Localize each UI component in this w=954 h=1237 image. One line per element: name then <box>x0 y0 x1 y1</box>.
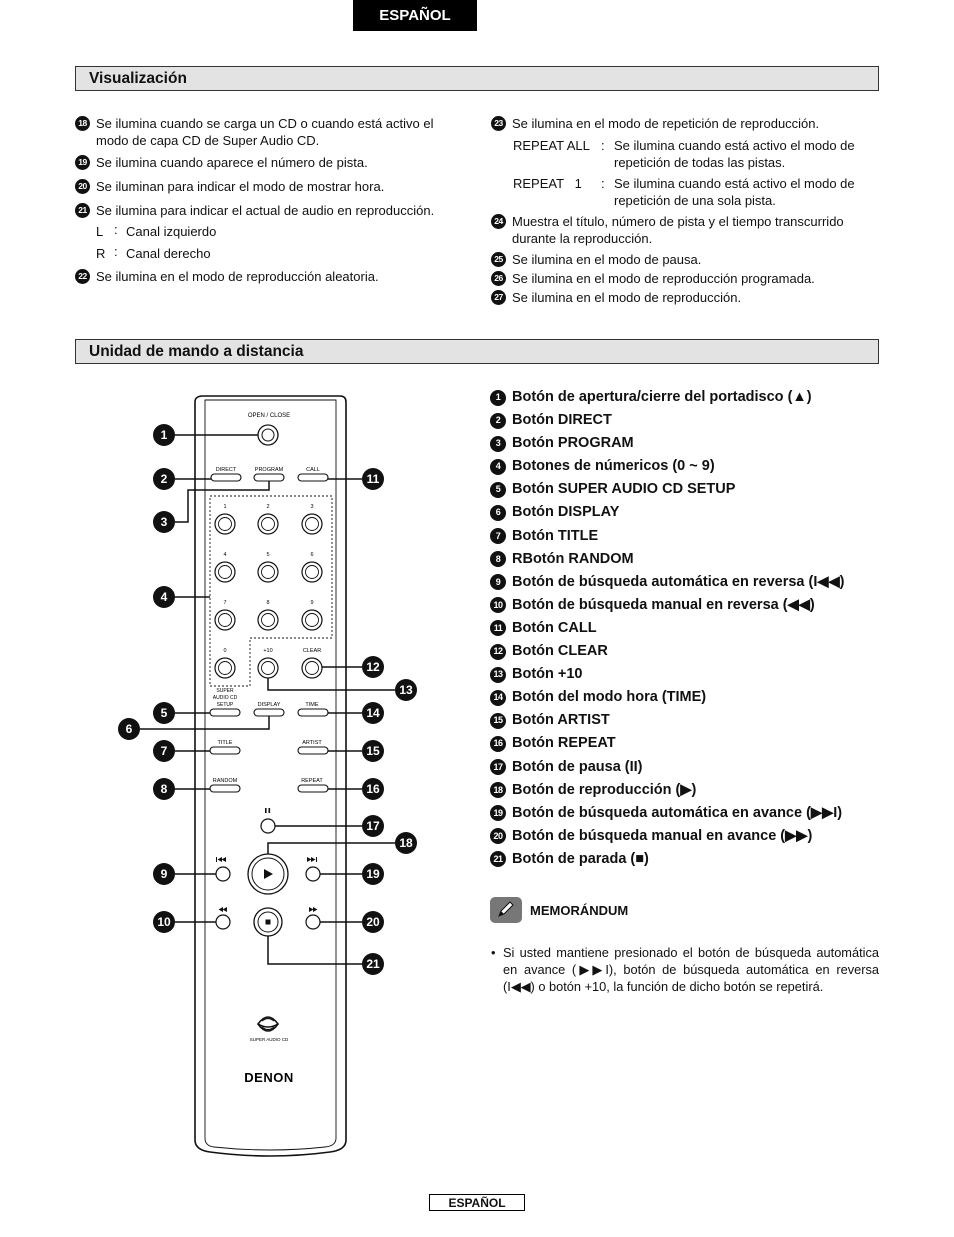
display-item-23 <box>491 115 879 132</box>
legend-number-badge: 19 <box>490 805 506 821</box>
section-header-remote: Unidad de mando a distancia <box>75 339 879 364</box>
open-close-button[interactable] <box>258 425 278 445</box>
digit-label: 0 <box>223 648 227 654</box>
plus10-label: +10 <box>263 648 273 654</box>
digit-label: 1 <box>223 504 227 510</box>
digit-label: 5 <box>266 552 270 558</box>
title-label: TITLE <box>217 740 233 746</box>
callout-18: 18 <box>395 832 417 854</box>
item-text: Muestra el título, número de pista y el tiempo transcurrido durante la reproducción. <box>512 214 844 246</box>
item-number-badge: 19 <box>75 155 90 170</box>
channel-key: R <box>96 246 106 261</box>
digit-5-button[interactable] <box>258 562 278 582</box>
digit-label: 9 <box>310 600 314 606</box>
repeat-all-row <box>491 137 879 171</box>
item-text: Se ilumina en el modo de reproducción programada. <box>512 271 815 286</box>
legend-number-badge: 7 <box>490 528 506 544</box>
display-item-24 <box>491 213 879 247</box>
digit-3-button[interactable] <box>302 514 322 534</box>
item-text: Se ilumina en el modo de repetición de reproducción. <box>512 116 820 131</box>
legend-label: Botón del modo hora (TIME) <box>512 689 707 706</box>
legend-item <box>490 548 845 571</box>
stop-icon <box>266 920 271 925</box>
digit-9-button[interactable] <box>302 610 322 630</box>
callout-11: 11 <box>362 468 384 490</box>
legend-label: Botón de apertura/cierre del portadisco (▲) <box>512 389 812 405</box>
legend-label: Botón de búsqueda manual en reversa (◀◀) <box>512 596 815 613</box>
callout-3: 3 <box>153 511 175 533</box>
legend-number-badge: 14 <box>490 690 506 706</box>
callout-16: 16 <box>362 778 384 800</box>
item-number-badge: 22 <box>75 269 90 284</box>
remote-body <box>195 396 346 1156</box>
item-number-badge: 18 <box>75 116 90 131</box>
callout-5: 5 <box>153 702 175 724</box>
random-label: RANDOM <box>212 778 238 784</box>
display-item-25 <box>491 251 879 268</box>
display-item-26 <box>491 270 879 287</box>
digit-label: 6 <box>310 552 314 558</box>
digit-4-button[interactable] <box>215 562 235 582</box>
callout-15: 15 <box>362 740 384 762</box>
callout-6: 6 <box>118 718 140 740</box>
call-label: CALL <box>306 467 320 473</box>
callout-20: 20 <box>362 911 384 933</box>
callout-21: 21 <box>362 953 384 975</box>
time-button[interactable] <box>298 709 328 716</box>
legend-number-badge: 2 <box>490 413 506 429</box>
legend-number-badge: 11 <box>490 620 506 636</box>
legend-item <box>490 640 845 663</box>
digit-label: 4 <box>223 552 227 558</box>
item-number-badge: 25 <box>491 252 506 267</box>
callout-17: 17 <box>362 815 384 837</box>
clear-label: CLEAR <box>302 648 322 654</box>
memo-text: Si usted mantiene presionado el botón de búsqueda automática en avance (▶▶I), botón de búsqueda automática en reversa (I◀◀) o botón +10, la función de dicho botón se repetirá. <box>503 945 879 994</box>
pause-button[interactable] <box>261 819 275 833</box>
legend-label: Botón +10 <box>512 666 583 683</box>
program-button[interactable] <box>254 474 284 481</box>
legend-number-badge: 5 <box>490 482 506 498</box>
item-number-badge: 27 <box>491 290 506 305</box>
legend-item <box>490 848 845 871</box>
skip-back-button[interactable] <box>216 867 230 881</box>
repeat-sep: : <box>601 138 605 153</box>
legend-label: Botón PROGRAM <box>512 435 634 452</box>
pencil-icon <box>490 897 522 923</box>
callout-14: 14 <box>362 702 384 724</box>
item-text: Se ilumina en el modo de reproducción. <box>512 290 742 305</box>
legend-item <box>490 409 845 432</box>
legend-number-badge: 4 <box>490 459 506 475</box>
artist-label: ARTIST <box>302 740 322 746</box>
callout-19: 19 <box>362 863 384 885</box>
legend-item <box>490 709 845 732</box>
item-number-badge: 20 <box>75 179 90 194</box>
legend-number-badge: 17 <box>490 759 506 775</box>
legend-item <box>490 501 845 524</box>
repeat-label: REPEAT <box>301 778 323 784</box>
legend-item <box>490 478 845 501</box>
call-button[interactable] <box>298 474 328 481</box>
legend-number-badge: 15 <box>490 713 506 729</box>
legend-label: Botón DIRECT <box>512 412 612 429</box>
legend-item <box>490 825 845 848</box>
legend-label: RBotón RANDOM <box>512 550 634 567</box>
legend-number-badge: 16 <box>490 736 506 752</box>
digit-label: 3 <box>310 504 314 510</box>
legend-label: Botones de númericos (0 ~ 9) <box>512 458 715 475</box>
item-number-badge: 24 <box>491 214 506 229</box>
legend-item <box>490 756 845 779</box>
colon-separator: : <box>114 222 118 237</box>
legend-number-badge: 8 <box>490 551 506 567</box>
direct-button[interactable] <box>211 474 241 481</box>
bullet: • <box>491 945 496 960</box>
channel-key: L <box>96 224 104 239</box>
time-label: TIME <box>305 702 319 708</box>
repeat-text: Se ilumina cuando está activo el modo de repetición de una sola pista. <box>614 176 855 208</box>
memo-title: MEMORÁNDUM <box>530 902 629 918</box>
legend-label: Botón de pausa (II) <box>512 758 643 775</box>
item-number-badge: 26 <box>491 271 506 286</box>
channel-text: Canal izquierdo <box>126 224 217 239</box>
legend-label: Botón REPEAT <box>512 735 616 752</box>
legend-number-badge: 13 <box>490 667 506 683</box>
legend-item <box>490 617 845 640</box>
item-text: Se ilumina en el modo de reproducción aleatoria. <box>96 269 379 284</box>
legend-item <box>490 663 845 686</box>
digit-1-button[interactable] <box>215 514 235 534</box>
skip-forward-button[interactable] <box>306 867 320 881</box>
item-text: Se ilumina cuando se carga un CD o cuando está activo el modo de capa CD de Super Audio CD. <box>96 116 434 148</box>
footer-language-tab: ESPAÑOL <box>429 1194 525 1211</box>
channel-text: Canal derecho <box>126 246 211 261</box>
callout-1: 1 <box>153 424 175 446</box>
section-header-display: Visualización <box>75 66 879 91</box>
legend-number-badge: 20 <box>490 828 506 844</box>
sacd-setup-label-2: AUDIO CD <box>212 695 238 701</box>
display-item-27 <box>491 289 879 306</box>
legend-item <box>490 732 845 755</box>
legend-item <box>490 525 845 548</box>
title-button[interactable] <box>210 747 240 754</box>
item-number-badge: 21 <box>75 203 90 218</box>
legend-number-badge: 9 <box>490 574 506 590</box>
repeat-button[interactable] <box>298 785 328 792</box>
clear-button[interactable] <box>302 658 322 678</box>
legend-label: Botón CLEAR <box>512 643 608 660</box>
sacd-logo-text: SUPER AUDIO CD <box>249 1037 289 1042</box>
digit-6-button[interactable] <box>302 562 322 582</box>
legend-label: Botón ARTIST <box>512 712 610 729</box>
repeat-key: REPEAT ALL <box>513 138 590 153</box>
legend-item <box>490 686 845 709</box>
legend-number-badge: 21 <box>490 851 506 867</box>
sacd-setup-label-1: SUPER <box>216 688 234 694</box>
legend-label: Botón de búsqueda manual en avance (▶▶) <box>512 827 813 844</box>
legend-number-badge: 1 <box>490 390 506 406</box>
digit-2-button[interactable] <box>258 514 278 534</box>
legend-label: Botón SUPER AUDIO CD SETUP <box>512 481 736 498</box>
legend-item <box>490 594 845 617</box>
digit-0-button[interactable] <box>215 658 235 678</box>
legend-number-badge: 6 <box>490 505 506 521</box>
item-number-badge: 23 <box>491 116 506 131</box>
callout-7: 7 <box>153 740 175 762</box>
callout-12: 12 <box>362 656 384 678</box>
legend-item <box>490 779 845 802</box>
display-button[interactable] <box>254 709 284 716</box>
digit-label: 2 <box>266 504 270 510</box>
artist-button[interactable] <box>298 747 328 754</box>
random-button[interactable] <box>210 785 240 792</box>
language-tab: ESPAÑOL <box>353 0 477 31</box>
repeat-text: Se ilumina cuando está activo el modo de repetición de todas las pistas. <box>614 138 855 170</box>
legend-number-badge: 12 <box>490 644 506 660</box>
memo-note <box>491 944 879 995</box>
open-close-label: OPEN / CLOSE <box>247 413 291 419</box>
display-right-column <box>491 115 879 306</box>
item-text: Se ilumina para indicar el actual de audio en reproducción. <box>96 203 435 218</box>
callout-2: 2 <box>153 468 175 490</box>
legend-item <box>490 386 845 409</box>
callout-13: 13 <box>395 679 417 701</box>
legend-item <box>490 455 845 478</box>
legend-item <box>490 802 845 825</box>
legend-number-badge: 10 <box>490 597 506 613</box>
item-text: Se ilumina en el modo de pausa. <box>512 252 702 267</box>
rewind-button[interactable] <box>216 915 230 929</box>
legend-label: Botón TITLE <box>512 527 599 544</box>
callout-4: 4 <box>153 586 175 608</box>
digit-label: 8 <box>266 600 270 606</box>
item-text: Se iluminan para indicar el modo de mostrar hora. <box>96 179 385 194</box>
callout-9: 9 <box>153 863 175 885</box>
program-label: PROGRAM <box>254 467 284 473</box>
legend-label: Botón DISPLAY <box>512 504 620 521</box>
repeat-sep: : <box>601 176 605 191</box>
colon-separator: : <box>114 244 118 259</box>
display-label: DISPLAY <box>257 702 281 708</box>
sacd-setup-button[interactable] <box>210 709 240 716</box>
item-text: Se ilumina cuando aparece el número de pista. <box>96 155 368 170</box>
memo-header <box>490 897 628 923</box>
legend-item <box>490 571 845 594</box>
digit-8-button[interactable] <box>258 610 278 630</box>
repeat-key: REPEAT 1 <box>513 176 582 191</box>
digit-label: 7 <box>223 600 227 606</box>
direct-label: DIRECT <box>215 467 237 473</box>
legend-label: Botón CALL <box>512 619 597 636</box>
repeat-one-row <box>491 175 879 209</box>
digit-7-button[interactable] <box>215 610 235 630</box>
legend-label: Botón de búsqueda automática en avance (▶▶I) <box>512 804 843 821</box>
legend-label: Botón de búsqueda automática en reversa (I◀◀) <box>512 573 845 590</box>
callout-8: 8 <box>153 778 175 800</box>
legend-number-badge: 18 <box>490 782 506 798</box>
plus10-button[interactable] <box>258 658 278 678</box>
button-legend-list <box>490 386 845 871</box>
callout-10: 10 <box>153 911 175 933</box>
legend-label: Botón de parada (■) <box>512 850 649 867</box>
legend-item <box>490 432 845 455</box>
denon-logo: DENON <box>244 1070 294 1085</box>
legend-label: Botón de reproducción (▶) <box>512 781 697 798</box>
fast-forward-button[interactable] <box>306 915 320 929</box>
legend-number-badge: 3 <box>490 436 506 452</box>
sacd-setup-label-3: SETUP <box>216 702 234 708</box>
